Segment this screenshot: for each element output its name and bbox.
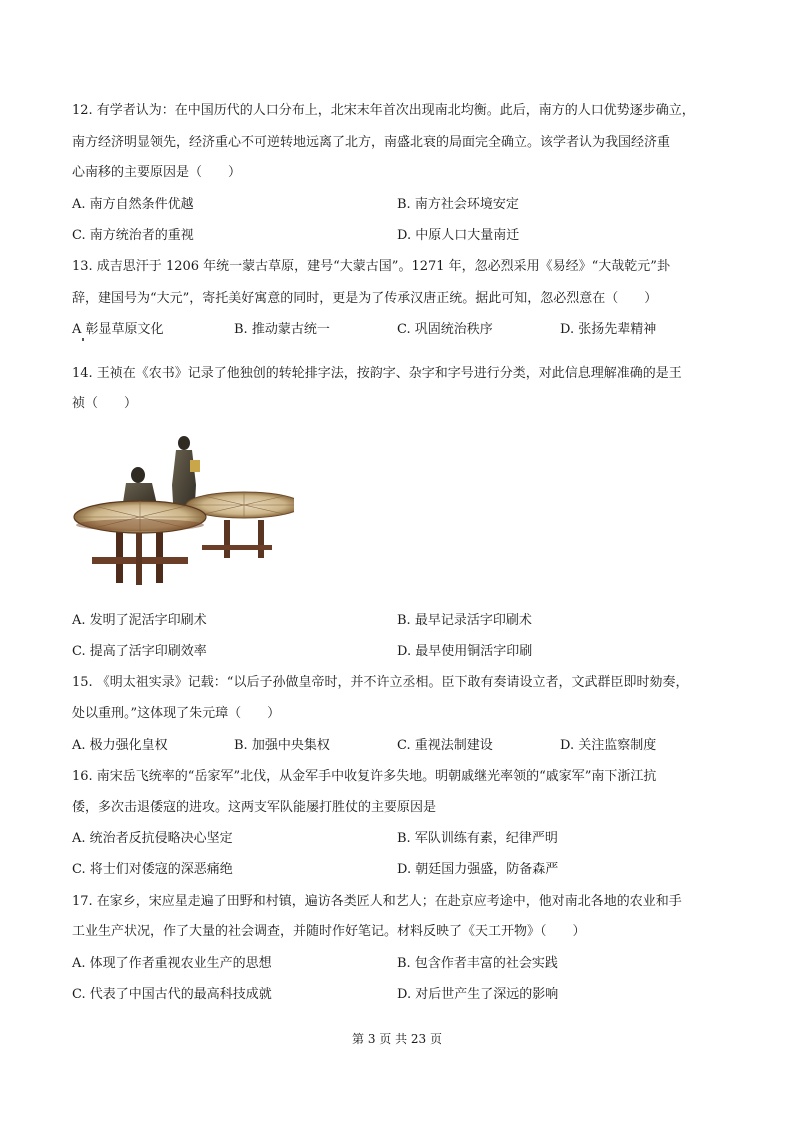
q12-line-3: 心南移的主要原因是（ ） [72,165,242,180]
q12-line-2: 南方经济明显领先，经济重心不可逆转地远离了北方，南盛北衰的局面完全确立。该学者认为我国经济重 [72,135,671,150]
q15-option-a[interactable]: A. 极力强化皇权 [72,738,168,753]
q17-line-1: 17. 在家乡，宋应星走遍了田野和村镇，遍访各类匠人和艺人；在赴京应考途中，他对南北各地的农业和手 [72,894,682,909]
q14-option-b[interactable]: B. 最早记录活字印刷术 [397,613,532,628]
q16-line-1: 16. 南宋岳飞统率的“岳家军”北伐，从金军手中收复许多失地。明朝戚继光率领的“戚家军”南下浙江抗 [72,769,657,784]
q14-line-1: 14. 王祯在《农书》记录了他独创的转轮排字法，按韵字、杂字和字号进行分类，对此信息理解准确的是王 [72,366,682,381]
q15-line-1: 15. 《明太祖实录》记载：“以后子孙做皇帝时，并不许立丞相。臣下敢有奏请设立者，文武群臣即时劾奏， [72,675,689,690]
q16-option-c[interactable]: C. 将士们对倭寇的深恶痛绝 [72,862,233,877]
q13-option-a[interactable]: A 彰显草原文化 [72,322,164,337]
q13-option-c[interactable]: C. 巩固统治秩序 [397,322,493,337]
q15-option-d[interactable]: D. 关注监察制度 [560,738,657,753]
q12-option-d[interactable]: D. 中原人口大量南迁 [397,228,520,243]
q17-option-a[interactable]: A. 体现了作者重视农业生产的思想 [72,956,272,971]
q16-line-2: 倭，多次击退倭寇的进攻。这两支军队能屡打胜仗的主要原因是 [72,800,437,815]
q16-option-a[interactable]: A. 统治者反抗侵略决心坚定 [72,831,233,846]
q12-line-1: 12. 有学者认为：在中国历代的人口分布上，北宋末年首次出现南北均衡。此后，南方的人口优势逐步确立， [72,103,695,118]
q12-option-b[interactable]: B. 南方社会环境安定 [397,197,519,212]
page-number-footer: 第 3 页 共 23 页 [352,1032,442,1046]
exam-page [72,0,722,1122]
q14-line-2: 祯（ ） [72,396,138,411]
q14-option-c[interactable]: C. 提高了活字印刷效率 [72,644,207,659]
q14-option-d[interactable]: D. 最早使用铜活字印刷 [397,644,533,659]
q15-option-c[interactable]: C. 重视法制建设 [397,738,493,753]
q17-option-b[interactable]: B. 包含作者丰富的社会实践 [397,956,558,971]
q13-line-1: 13. 成吉思汗于 1206 年统一蒙古草原，建号“大蒙古国”。1271 年，忽必烈采用《易经》“大哉乾元”卦 [72,259,670,274]
stray-mark [82,338,84,341]
q13-option-b[interactable]: B. 推动蒙古统一 [234,322,330,337]
q17-option-c[interactable]: C. 代表了中国古代的最高科技成就 [72,987,272,1002]
q15-line-2: 处以重刑。”这体现了朱元璋（ ） [72,706,281,721]
q12-option-c[interactable]: C. 南方统治者的重视 [72,228,194,243]
q14-option-a[interactable]: A. 发明了泥活字印刷术 [72,613,207,628]
rotating-type-table-image [72,425,294,597]
q16-option-b[interactable]: B. 军队训练有素，纪律严明 [397,831,558,846]
q15-option-b[interactable]: B. 加强中央集权 [234,738,330,753]
q17-option-d[interactable]: D. 对后世产生了深远的影响 [397,987,559,1002]
q13-option-d[interactable]: D. 张扬先辈精神 [560,322,657,337]
q17-line-2: 工业生产状况，作了大量的社会调查，并随时作好笔记。材料反映了《天工开物》（ ） [72,924,586,939]
q13-line-2: 辞，建国号为“大元”，寄托美好寓意的同时，更是为了传承汉唐正统。据此可知，忽必烈意在（ ） [72,291,658,306]
q16-option-d[interactable]: D. 朝廷国力强盛，防备森严 [397,862,559,877]
q12-option-a[interactable]: A. 南方自然条件优越 [72,197,194,212]
